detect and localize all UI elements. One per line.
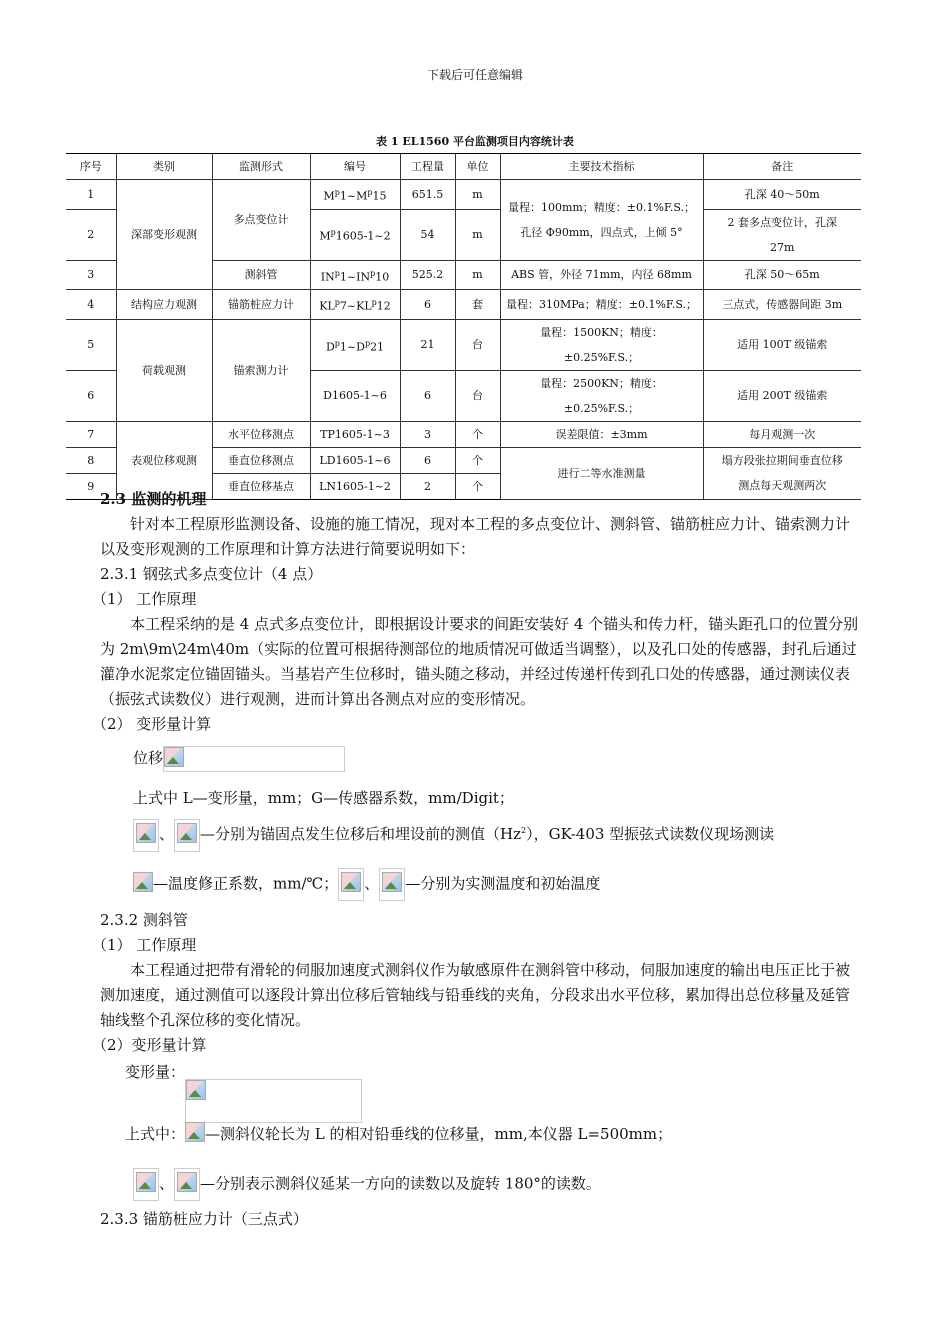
- item-title: （1） 工作原理: [92, 590, 197, 608]
- col-header: 编号: [310, 154, 400, 180]
- variable-image: [174, 819, 200, 852]
- cell-code: $KL^p7\sim KL^p12$: [310, 290, 400, 320]
- cell-unit: m: [455, 209, 500, 260]
- formula-deformation: 变形量：: [125, 1060, 362, 1123]
- cell-category: 深部变形观测: [116, 180, 212, 290]
- cell-form: 垂直位移基点: [212, 473, 310, 499]
- col-header: 类别: [116, 154, 212, 180]
- cell-no: 1: [66, 180, 116, 210]
- table-row: [66, 421, 861, 447]
- broken-image-icon: [341, 872, 361, 892]
- cell-code: TP1605-1~3: [310, 421, 400, 447]
- cell-qty: 525.2: [400, 260, 455, 290]
- paragraph: 本工程通过把带有滑轮的伺服加速度式测斜仪作为敏感原件在测斜管中移动，伺服加速度的输出电压正比于被测加速度，通过测值可以逐段计算出位移后管轴线与铅垂线的夹角，分段求出水平位移，累加得出总位移量及延管轴线整个孔深位移的变化情况。: [100, 961, 851, 1029]
- table-row: [66, 180, 861, 210]
- cell-form: 锚筋桩应力计: [212, 290, 310, 320]
- cell-note: 每月观测一次: [703, 421, 861, 447]
- item-title: （2）变形量计算: [92, 1036, 207, 1054]
- cell-note: 适用 200T 级锚索: [703, 370, 861, 421]
- cell-unit: 台: [455, 319, 500, 370]
- cell-code: $D^p1\sim D^p21$: [310, 319, 400, 370]
- cell-qty: 6: [400, 290, 455, 320]
- col-header: 备注: [703, 154, 861, 180]
- cell-form: 测斜管: [212, 260, 310, 290]
- cell-note: 2 套多点变位计，孔深 27m: [703, 209, 861, 260]
- formula-var-line: 、 —分别为锚固点发生位移后和埋设前的测值（Hz$^2$），GK-403 型振弦式读数仪现场测读: [133, 818, 774, 852]
- item-title: （2） 变形量计算: [92, 715, 212, 733]
- formula-image: [163, 746, 345, 772]
- table-row: [66, 290, 861, 320]
- variable-image: [338, 868, 364, 901]
- cell-no: 6: [66, 370, 116, 421]
- variable-image: [133, 1168, 159, 1201]
- cell-qty: 6: [400, 370, 455, 421]
- cell-no: 2: [66, 209, 116, 260]
- col-header: 单位: [455, 154, 500, 180]
- variable-image: [379, 868, 405, 901]
- table-caption: 表 1 EL1560 平台监测项目内容统计表: [376, 135, 574, 148]
- cell-code: $IN^p1\sim IN^p10$: [310, 260, 400, 290]
- page-header: 下载后可任意编辑: [426, 68, 523, 82]
- cell-spec: 量程：310MPa；精度：±0.1%F.S.；: [500, 290, 703, 320]
- paragraph: 针对本工程原形监测设备、设施的施工情况，现对本工程的多点变位计、测斜管、锚筋桩应力计、锚索测力计以及变形观测的工作原理和计算方法进行简要说明如下：: [100, 515, 851, 558]
- monitoring-table: [66, 153, 861, 500]
- cell-unit: 个: [455, 421, 500, 447]
- cell-qty: 21: [400, 319, 455, 370]
- col-header: 主要技术指标: [500, 154, 703, 180]
- broken-image-icon: [186, 1080, 206, 1100]
- cell-code: LN1605-1~2: [310, 473, 400, 499]
- cell-spec: 量程：1500KN；精度： ±0.25%F.S.；: [500, 319, 703, 370]
- cell-qty: 651.5: [400, 180, 455, 210]
- cell-no: 4: [66, 290, 116, 320]
- cell-form: 锚索测力计: [212, 319, 310, 421]
- subsection-heading: 2.3.1 钢弦式多点变位计（4 点）: [100, 565, 323, 583]
- cell-form: 垂直位移测点: [212, 447, 310, 473]
- subsection-heading: 2.3.3 锚筋桩应力计（三点式）: [100, 1210, 308, 1228]
- cell-form: 多点变位计: [212, 180, 310, 261]
- cell-qty: 54: [400, 209, 455, 260]
- cell-unit: 台: [455, 370, 500, 421]
- broken-image-icon: [177, 823, 197, 843]
- cell-spec: 量程：2500KN；精度： ±0.25%F.S.；: [500, 370, 703, 421]
- cell-no: 5: [66, 319, 116, 370]
- table-row: [66, 319, 861, 370]
- document-body-2: [92, 908, 862, 1058]
- cell-qty: 6: [400, 447, 455, 473]
- cell-unit: 套: [455, 290, 500, 320]
- cell-form: 水平位移测点: [212, 421, 310, 447]
- broken-image-icon: [136, 1172, 156, 1192]
- broken-image-icon: [133, 872, 153, 892]
- subsection-heading: 2.3.2 测斜管: [100, 911, 188, 929]
- section-heading: 2.3 监测的机理: [100, 490, 207, 508]
- cell-spec: 误差限值：±3mm: [500, 421, 703, 447]
- cell-code: D1605-1~6: [310, 370, 400, 421]
- cell-note: 孔深 40～50m: [703, 180, 861, 210]
- formula-note: 上式中 L—变形量，mm；G—传感器系数，mm/Digit；: [133, 789, 514, 807]
- broken-image-icon: [136, 823, 156, 843]
- cell-no: 7: [66, 421, 116, 447]
- variable-image: [174, 1168, 200, 1201]
- paragraph: 本工程采纳的是 4 点式多点变位计，即根据设计要求的间距安装好 4 个锚头和传力杆，锚头距孔口的位置分别为 2m\9m\24m\40m（实际的位置可根据待测部位的地质情况可做适当调整），以及孔口处的传感器，封孔后通过灌净水泥浆定位锚固锚头。当基岩产生位移时，锚头随之移动，并经过传递杆传到孔口处的传感器，通过测读仪表（振弦式读数仪）进行观测，进而计算出各测点对应的变形情况。: [100, 615, 859, 708]
- formula-var-line: 、 —分别表示测斜仪延某一方向的读数以及旋转 180°的读数。: [133, 1168, 601, 1201]
- cell-code: LD1605-1~6: [310, 447, 400, 473]
- formula-var-line: —温度修正系数，mm/℃； 、 —分别为实测温度和初始温度: [133, 868, 600, 901]
- cell-unit: m: [455, 260, 500, 290]
- cell-category: 结构应力观测: [116, 290, 212, 320]
- col-header: 工程量: [400, 154, 455, 180]
- cell-note: 适用 100T 级锚索: [703, 319, 861, 370]
- col-header: 序号: [66, 154, 116, 180]
- cell-spec: ABS 管，外径 71mm，内径 68mm: [500, 260, 703, 290]
- broken-image-icon: [185, 1122, 205, 1142]
- cell-note: 三点式，传感器间距 3m: [703, 290, 861, 320]
- cell-category: 表观位移观测: [116, 421, 212, 499]
- cell-no: 3: [66, 260, 116, 290]
- cell-no: 8: [66, 447, 116, 473]
- formula-image: [185, 1079, 362, 1123]
- cell-code: $M^p1605-1\sim 2$: [310, 209, 400, 260]
- document-body: [92, 487, 862, 737]
- cell-code: $M^p1\sim M^p15$: [310, 180, 400, 210]
- broken-image-icon: [382, 872, 402, 892]
- col-header: 监测形式: [212, 154, 310, 180]
- cell-unit: m: [455, 180, 500, 210]
- cell-unit: 个: [455, 473, 500, 499]
- cell-spec: 量程：100mm；精度：±0.1%F.S.； 孔径 Φ90mm，四点式，上倾 5°: [500, 180, 703, 261]
- variable-image: [133, 819, 159, 852]
- cell-spec: 进行二等水准测量: [500, 447, 703, 499]
- cell-qty: 3: [400, 421, 455, 447]
- formula-note: 上式中： —测斜仪轮长为 L 的相对铅垂线的位移量，mm,本仪器 L=500mm；: [125, 1122, 672, 1147]
- item-title: （1） 工作原理: [92, 936, 197, 954]
- table-header-row: [66, 154, 861, 180]
- formula-displacement: 位移: [133, 746, 345, 772]
- cell-no: 9: [66, 473, 116, 499]
- cell-note: 塌方段张拉期间垂直位移 测点每天观测两次: [703, 447, 861, 499]
- broken-image-icon: [177, 1172, 197, 1192]
- cell-qty: 2: [400, 473, 455, 499]
- cell-note: 孔深 50～65m: [703, 260, 861, 290]
- cell-unit: 个: [455, 447, 500, 473]
- broken-image-icon: [164, 747, 184, 767]
- cell-category: 荷载观测: [116, 319, 212, 421]
